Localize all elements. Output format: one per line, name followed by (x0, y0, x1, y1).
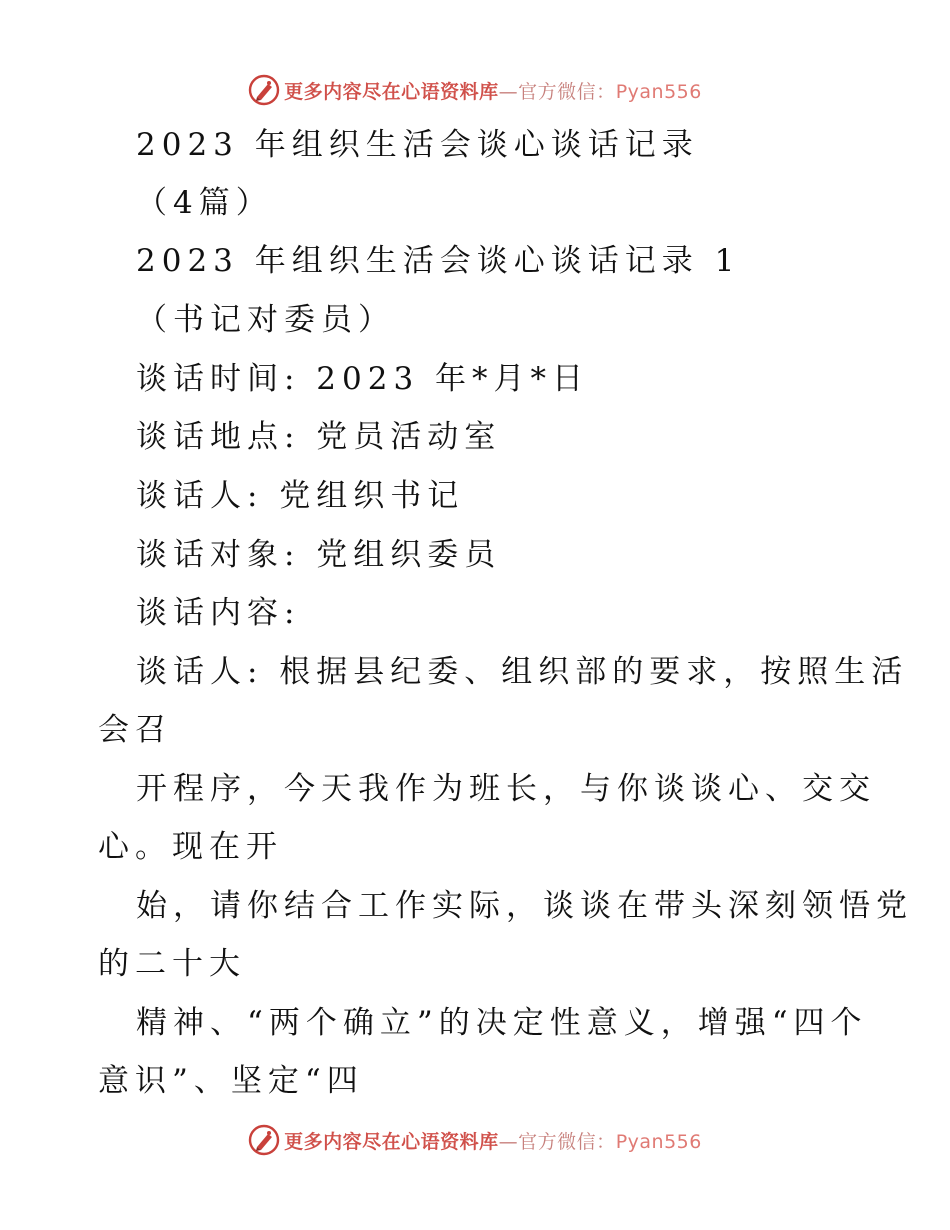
talk-content-label: 谈话内容: (136, 595, 301, 631)
talk-location: 谈话地点: 党员活动室 (136, 419, 502, 455)
watermark-dash: — (498, 80, 519, 103)
pen-logo-icon (248, 74, 280, 106)
document-title-count: （4篇） (136, 185, 273, 221)
section-subtitle: （书记对委员） (136, 302, 395, 338)
section-title: 2023 年组织生活会谈心谈话记录 1 (136, 243, 741, 279)
top-watermark-banner (0, 72, 950, 108)
watermark-dash: — (498, 1130, 519, 1153)
body-line: 始，请你结合工作实际，谈谈在带头深刻领悟党 (136, 888, 913, 924)
body-line: 开程序，今天我作为班长，与你谈谈心、交交 (136, 771, 876, 807)
talk-speaker: 谈话人: 党组织书记 (136, 478, 465, 514)
watermark-brand: 更多内容尽在心语资料库 (284, 80, 499, 103)
watermark-brand: 更多内容尽在心语资料库 (284, 1130, 499, 1153)
watermark-wechat-label: 官方微信： (518, 1130, 616, 1153)
document-title: 2023 年组织生活会谈心谈话记录 (136, 127, 699, 163)
talk-time: 谈话时间: 2023 年*月*日 (136, 361, 590, 397)
talk-target: 谈话对象: 党组织委员 (136, 537, 502, 573)
watermark-wechat-id: Pyan556 (615, 80, 702, 103)
watermark-wechat-label: 官方微信： (518, 80, 616, 103)
watermark-wechat-id: Pyan556 (615, 1130, 702, 1153)
body-line: 谈话人: 根据县纪委、组织部的要求，按照生活 (136, 654, 909, 690)
body-line: 精神、“两个确立”的决定性意义，增强“四个 (136, 1005, 868, 1041)
bottom-watermark-banner (0, 1122, 950, 1158)
body-line: 心。现在开 (98, 829, 283, 865)
body-line: 的二十大 (98, 946, 246, 982)
body-line: 意识”、坚定“四 (98, 1063, 364, 1099)
pen-logo-icon (248, 1124, 280, 1156)
body-line: 会召 (98, 712, 172, 748)
